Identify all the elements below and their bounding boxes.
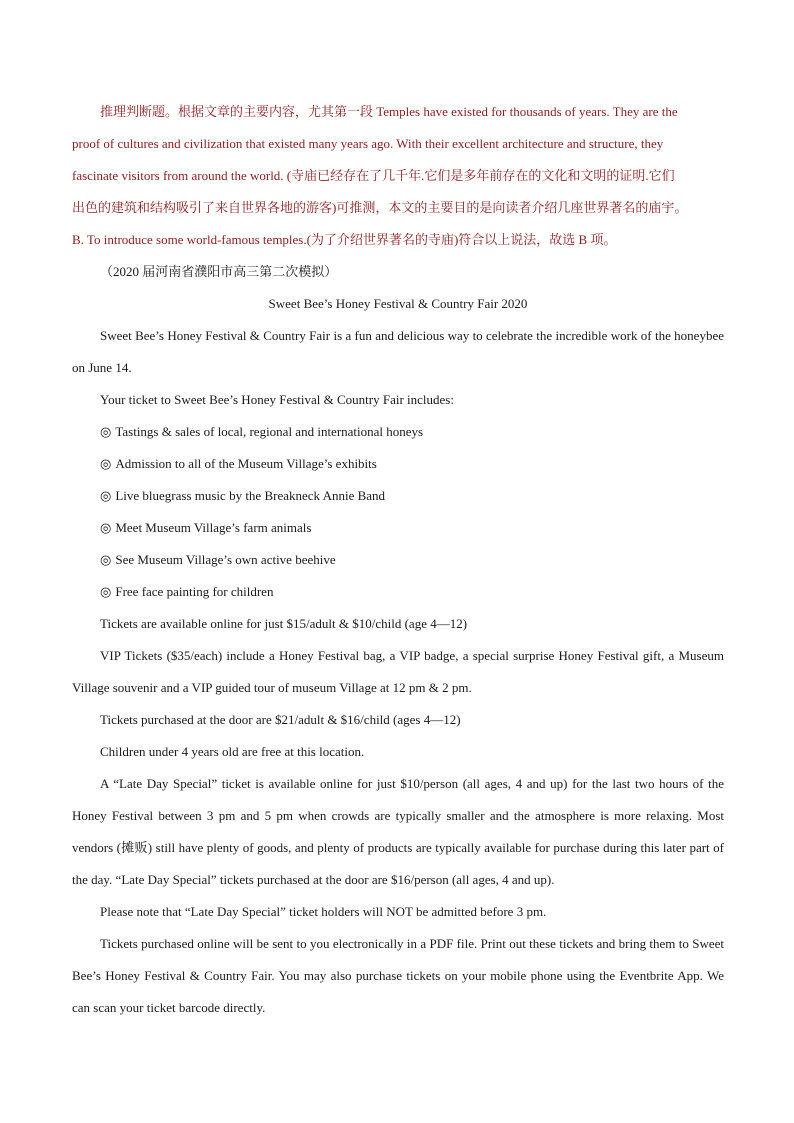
list-item-text: Meet Museum Village’s farm animals — [115, 520, 312, 535]
ticket-includes-heading: Your ticket to Sweet Bee’s Honey Festival & Country Fair includes: — [100, 392, 454, 407]
intro-paragraph: Sweet Bee’s Honey Festival & Country Fair is a fun and delicious way to celebrate the incredible work of the honeybee on June 14. — [72, 328, 724, 375]
includes-list — [72, 416, 724, 608]
bullet-icon: ◎ — [100, 520, 112, 535]
list-item — [72, 576, 724, 608]
online-price-paragraph: Tickets are available online for just $15/adult & $10/child (age 4—12) — [100, 616, 468, 631]
answer-line: 出色的建筑和结构吸引了来自世界各地的游客)可推测，本文的主要目的是向读者介绍几座世界著名的庙宇。 — [72, 200, 688, 215]
list-item — [72, 448, 724, 480]
door-price-paragraph: Tickets purchased at the door are $21/adult & $16/child (ages 4—12) — [100, 712, 461, 727]
list-item — [72, 544, 724, 576]
online-delivery-paragraph: Tickets purchased online will be sent to you electronically in a PDF file. Print out these tickets and bring them to Sweet Bee’s Honey Festival & Country Fair. You may also purchase tickets on your mobile phone using the Eventbrite App. We can scan your ticket barcode directly. — [72, 936, 724, 1015]
list-item-text: Free face painting for children — [115, 584, 274, 599]
list-item — [72, 416, 724, 448]
children-free-paragraph: Children under 4 years old are free at this location. — [100, 744, 365, 759]
list-item-text: Tastings & sales of local, regional and international honeys — [115, 424, 424, 439]
late-day-paragraph: A “Late Day Special” ticket is available online for just $10/person (all ages, 4 and up) for the last two hours of the Honey Festival between 3 pm and 5 pm when crowds are typically smaller and the atmosphere is more relaxing. Most vendors (摊贩) still have plenty of goods, and plenty of products are typically available for purchase during this later part of the day. “Late Day Special” tickets purchased at the door are $16/person (all ages, 4 and up). — [72, 776, 724, 887]
list-item-text: Admission to all of the Museum Village’s exhibits — [115, 456, 377, 471]
bullet-icon: ◎ — [100, 456, 112, 471]
bullet-icon: ◎ — [100, 552, 112, 567]
answer-line: proof of cultures and civilization that existed many years ago. With their excellent architecture and structure, they — [72, 136, 664, 151]
late-day-note-paragraph: Please note that “Late Day Special” ticket holders will NOT be admitted before 3 pm. — [100, 904, 547, 919]
question-source: （2020 届河南省濮阳市高三第二次模拟） — [100, 264, 338, 279]
answer-explanation — [72, 96, 724, 256]
bullet-icon: ◎ — [100, 488, 112, 503]
passage-title: Sweet Bee’s Honey Festival & Country Fair 2020 — [268, 296, 528, 311]
list-item-text: See Museum Village’s own active beehive — [115, 552, 336, 567]
answer-line: 推理判断题。根据文章的主要内容，尤其第一段 Temples have existed for thousands of years. They are the — [100, 104, 678, 119]
answer-line: B. To introduce some world-famous temples.(为了介绍世界著名的寺庙)符合以上说法，故选 B 项。 — [72, 232, 617, 247]
bullet-icon: ◎ — [100, 584, 112, 599]
answer-line: fascinate visitors from around the world. (寺庙已经存在了几千年.它们是多年前存在的文化和文明的证明.它们 — [72, 168, 675, 183]
list-item — [72, 512, 724, 544]
document-page — [72, 96, 724, 1024]
vip-paragraph: VIP Tickets ($35/each) include a Honey Festival bag, a VIP badge, a special surprise Honey Festival gift, a Museum Village souvenir and a VIP guided tour of museum Village at 12 pm & 2 pm. — [72, 648, 724, 695]
bullet-icon: ◎ — [100, 424, 112, 439]
list-item-text: Live bluegrass music by the Breakneck Annie Band — [115, 488, 386, 503]
list-item — [72, 480, 724, 512]
